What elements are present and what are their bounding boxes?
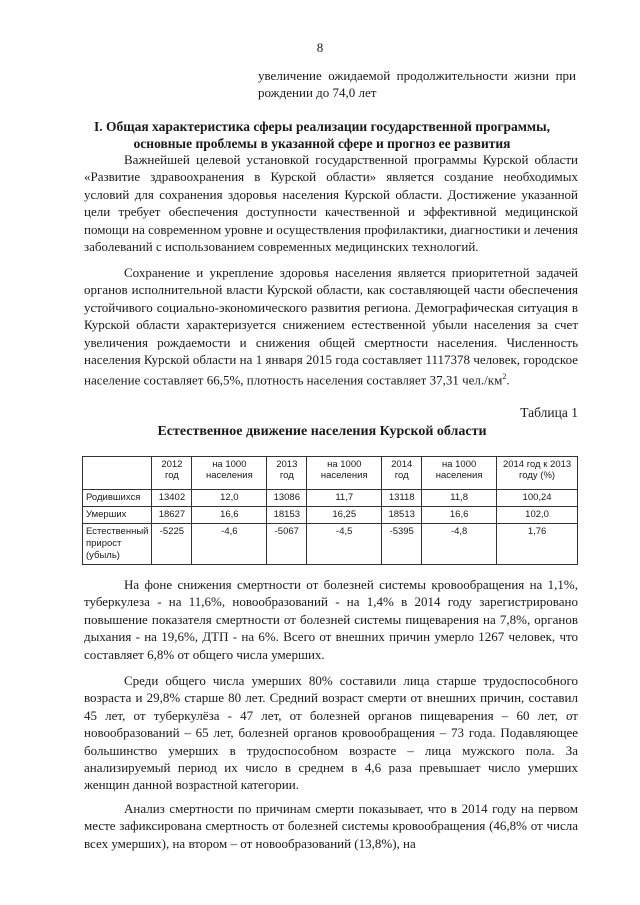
paragraph-mortality-trends: На фоне снижения смертности от болезней системы кровообращения на 1,1%, туберкулеза - на 11,6%, новообразований - на 1,4% в 2014 году зарегистрировано повышение показателя смертности от болезней системы пищеварения на 7,8%, органов дыхания - на 19,6%, ДТП - на 6%. Всего от внешних причин умерло 1267 человек, что составляет 6,8% от общего числа умерших. [84, 577, 578, 662]
table-cell: 100,24 [497, 490, 578, 507]
table-cell: Умерших [83, 507, 152, 524]
paragraph-demography-end: . [506, 372, 510, 388]
paragraph-goal: Важнейшей целевой установкой государственной программы Курской области «Развитие здравоохранения в Курской области» является создание необходимых условий для сохранения здоровья населения Курской области. Достижение указанной цели требует обеспечения доступности качественной и эффективной медицинской помощи на современном уровне и осуществления профилактики, диагностики и лечения заболеваний с использованием современных медицинских технологий. [84, 152, 578, 255]
table-cell: 16,6 [192, 507, 267, 524]
table-row [83, 524, 578, 565]
table-cell: Родившихся [83, 490, 152, 507]
table-header-cell: на 1000 населения [307, 457, 382, 490]
table-cell: 18153 [267, 507, 307, 524]
table-cell: 13118 [382, 490, 422, 507]
table-label: Таблица 1 [520, 405, 578, 420]
table-cell: -4,8 [422, 524, 497, 565]
table-cell: -5067 [267, 524, 307, 565]
paragraph-demography [84, 264, 578, 389]
table-cell: 11,8 [422, 490, 497, 507]
superscript-two: 2 [502, 372, 507, 382]
table-cell: 12,0 [192, 490, 267, 507]
paragraph-demography-text: Сохранение и укрепление здоровья населения является приоритетной задачей органов исполнительной власти Курской области, как составляющей части обеспечения устойчивого социально-экономического развития региона. Демографическая ситуация в Курской области характеризуется снижением естественной убыли населения за счет увеличения рождаемости и снижения общей смертности населения. Численность населения Курской области на 1 января 2015 года составляет 1117378 человек, городское население составляет 66,5%, плотность населения составляет 37,31 чел./км [84, 265, 578, 388]
table-cell: 102,0 [497, 507, 578, 524]
table-row [83, 507, 578, 524]
paragraph-mortality-causes: Анализ смертности по причинам смерти показывает, что в 2014 году на первом месте зафиксирована смертность от болезней системы кровообращения (46,8% от числа всех умерших), на втором – от новообразований (13,8%), на [84, 801, 578, 851]
table-header-cell [83, 457, 152, 490]
table-cell: 16,6 [422, 507, 497, 524]
page-number: 8 [316, 40, 324, 55]
table-cell: -5225 [152, 524, 192, 565]
table-cell: 13402 [152, 490, 192, 507]
table-header-cell: 2014 год к 2013 году (%) [497, 457, 578, 490]
table-header-cell: на 1000 населения [192, 457, 267, 490]
table-row [83, 490, 578, 507]
table-cell: 16,25 [307, 507, 382, 524]
table-cell: -4,6 [192, 524, 267, 565]
table-cell: 1,76 [497, 524, 578, 565]
table-cell: 11,7 [307, 490, 382, 507]
table-header-cell: 2014 год [382, 457, 422, 490]
section-heading: I. Общая характеристика сферы реализации государственной программы, основные проблемы в указанной сфере и прогноз ее развития [93, 119, 551, 151]
intro-text: увеличение ожидаемой продолжительности жизни при рождении до 74,0 лет [258, 68, 576, 100]
table-cell: 18513 [382, 507, 422, 524]
table-header-cell: 2012 год [152, 457, 192, 490]
table-header-row [83, 457, 578, 490]
table-cell: 13086 [267, 490, 307, 507]
table-cell: -5395 [382, 524, 422, 565]
table-title: Естественное движение населения Курской области [157, 424, 487, 439]
table-cell: -4,5 [307, 524, 382, 565]
table-cell: 18627 [152, 507, 192, 524]
table-header-cell: 2013 год [267, 457, 307, 490]
table-header-cell: на 1000 населения [422, 457, 497, 490]
population-table [82, 456, 578, 565]
paragraph-mortality-age: Среди общего числа умерших 80% составили лица старше трудоспособного возраста и 29,8% старше 80 лет. Средний возраст смерти от внешних причин, составил 45 лет, от туберкулёза - 47 лет, от болезней органов пищеварения – 60 лет, от новообразований – 65 лет, болезней органов кровообращения – 73 года. Подавляющее большинство умерших в трудоспособном возрасте – лица мужского пола. За анализируемый период их число в среднем в 4,6 раза превышает число умерших женщин данной возрастной категории. [84, 673, 578, 793]
table-cell: Естественный прирост (убыль) [83, 524, 152, 565]
